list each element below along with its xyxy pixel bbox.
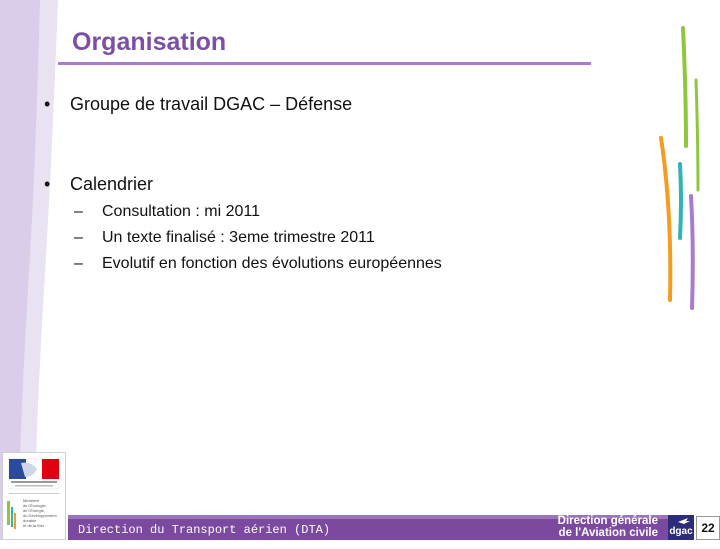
bullet-marker: • (44, 94, 51, 114)
footer-org-line2: de l'Aviation civile (558, 527, 658, 539)
title-underline (58, 62, 591, 65)
footer-org-line1: Direction générale (557, 515, 658, 527)
sub-item-marker: – (74, 255, 83, 272)
right-decorative-strokes (650, 20, 710, 320)
page-number: 22 (696, 516, 720, 540)
sub-item-text: Un texte finalisé : 3eme trimestre 2011 (102, 229, 375, 246)
plane-icon (668, 516, 694, 526)
bullet-text: Calendrier (70, 174, 154, 194)
bullet-item (44, 94, 352, 115)
bullet-item (44, 174, 153, 195)
bullet-text: Groupe de travail DGAC – Défense (70, 94, 353, 114)
ministry-logo-text: Ministère de l'Écologie, de l'Énergie, du Développement durable et de la Mer (23, 498, 57, 528)
sub-item (74, 255, 442, 273)
sub-item-text: Consultation : mi 2011 (102, 203, 261, 220)
dgac-logo-text: dgac (669, 526, 693, 537)
ministry-logo (2, 452, 66, 540)
sub-item (74, 229, 375, 247)
footer-department: Direction du Transport aérien (DTA) (78, 523, 331, 537)
sub-item-marker: – (74, 229, 83, 246)
sub-item-text: Evolutif en fonction des évolutions européennes (102, 255, 442, 272)
dgac-logo (668, 515, 694, 540)
sub-item (74, 203, 260, 221)
slide-title: Organisation (72, 28, 227, 56)
footer-organization (558, 515, 658, 539)
bullet-marker: • (44, 174, 51, 194)
sub-item-marker: – (74, 203, 83, 220)
